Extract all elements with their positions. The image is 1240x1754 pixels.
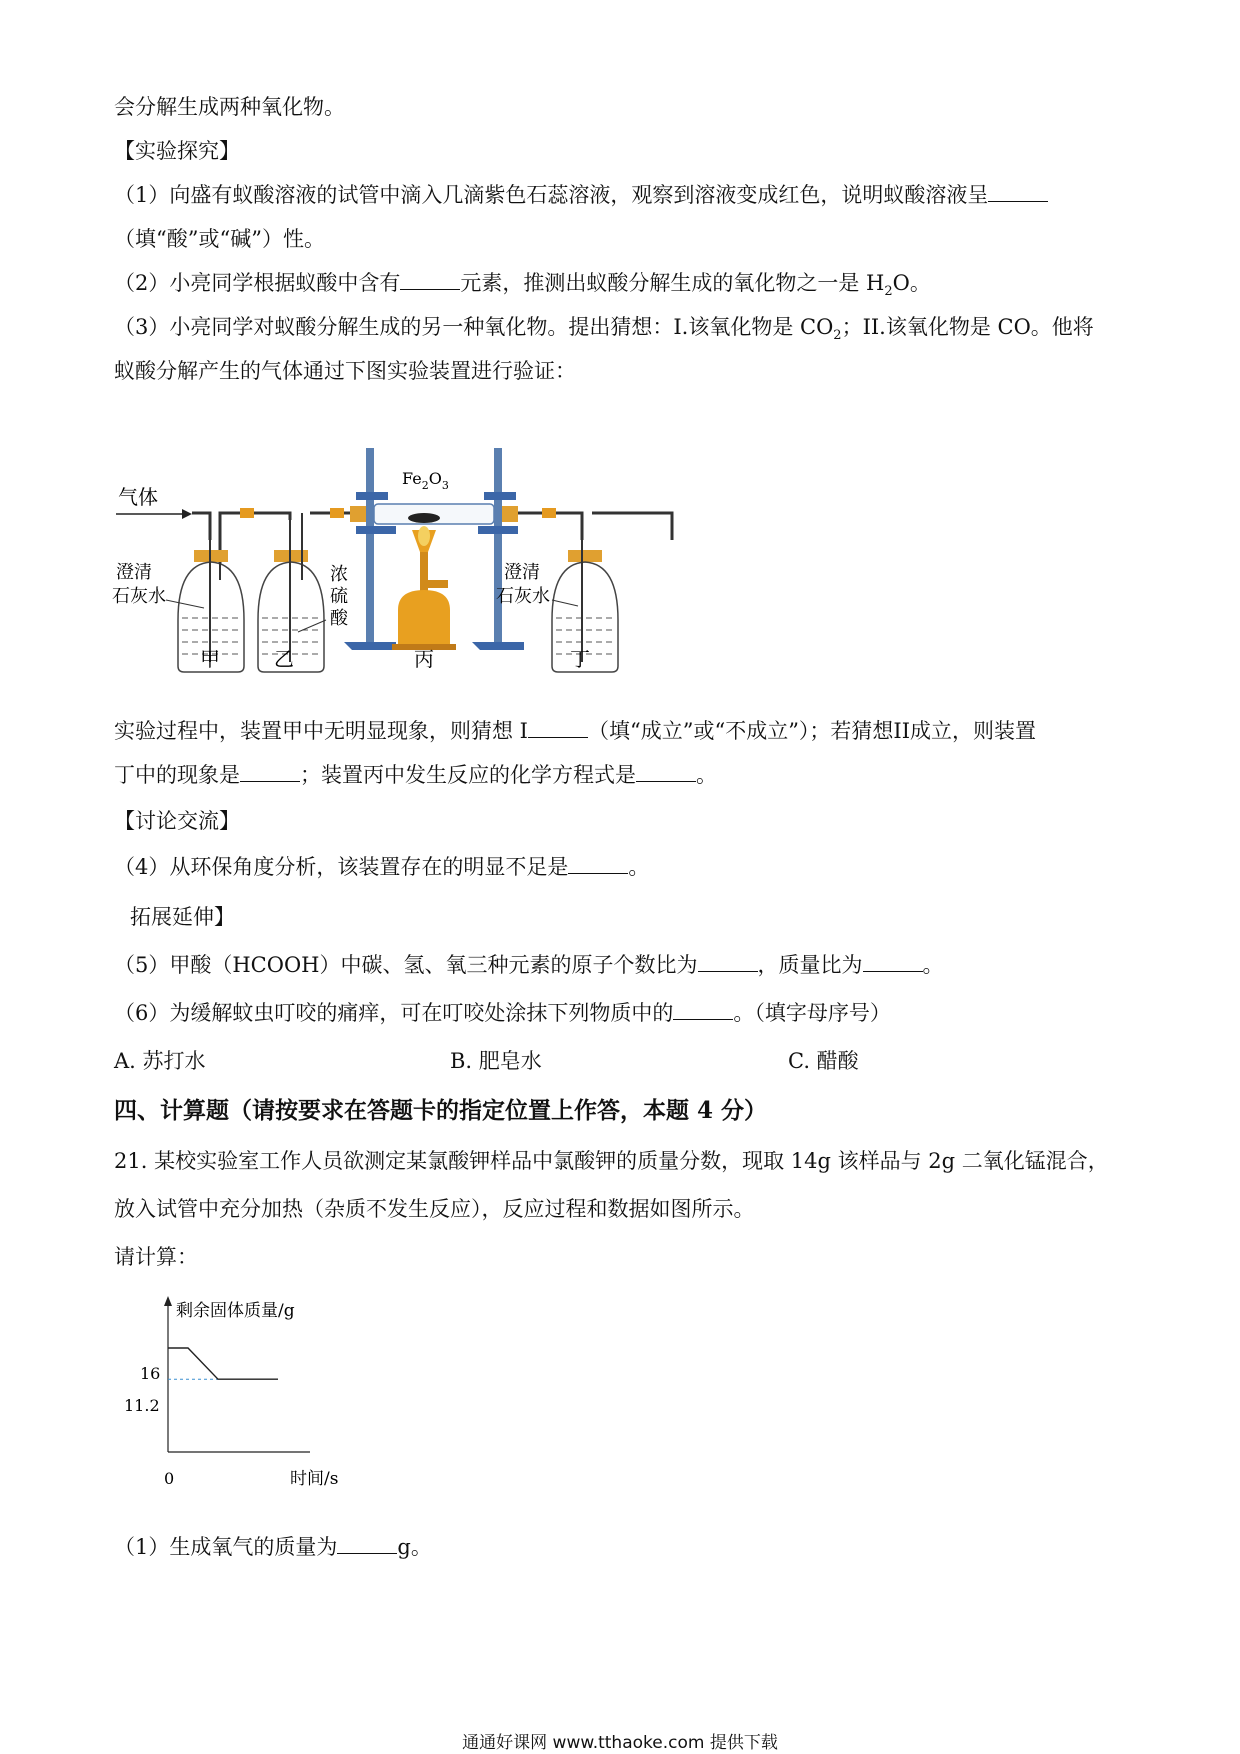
q2-text-a: （2）小亮同学根据蚁酸中含有 [114, 271, 401, 295]
question-6 [114, 998, 891, 1028]
heading-discussion: 【讨论交流】 [114, 809, 240, 833]
text-c: 。 [922, 953, 944, 977]
alcohol-lamp [392, 526, 456, 650]
sulfuric-acid-label: 酸 [330, 608, 348, 629]
text-b: ，质量比为 [757, 953, 863, 977]
heading-experiment: 【实验探究】 [114, 139, 240, 163]
connector [542, 508, 556, 518]
answer-blank [698, 953, 758, 972]
label-yi: 乙 [274, 647, 294, 671]
question-21-cont: 放入试管中充分加热（杂质不发生反应），反应过程和数据如图所示。 [114, 1197, 755, 1221]
gas-label: 气体 [118, 485, 158, 509]
limewater-label: 澄清 [116, 562, 152, 583]
answer-blank [240, 763, 300, 782]
question-3: （3）小亮同学对蚁酸分解生成的另一种氧化物。提出猜想：I.该氧化物是 $CO_2$；II.该氧化物是 CO。他将 [114, 315, 1094, 344]
x-axis-label: 时间/s [290, 1469, 339, 1489]
question-5 [114, 950, 944, 980]
sulfuric-acid-label: 浓 [330, 564, 348, 585]
answer-blank [673, 1001, 733, 1020]
text-a: （1）生成氧气的质量为 [114, 1535, 338, 1559]
answer-blank [636, 763, 696, 782]
q3-text-a: （3）小亮同学对蚁酸分解生成的另一种氧化物。提出猜想：I.该氧化物是 CO [114, 315, 834, 339]
y-tick-label: 11.2 [124, 1396, 160, 1415]
text-b: 。（填字母序号） [733, 1001, 891, 1025]
iron-stand-left [344, 448, 396, 650]
calc-prompt: 请计算： [114, 1245, 198, 1269]
answer-blank [863, 953, 923, 972]
fe2o3-label: $Fe_2O_3$ [402, 469, 449, 492]
answer-blank [568, 855, 628, 874]
arrow-icon [182, 509, 192, 519]
q2-text-b: 元素，推测出蚁酸分解生成的氧化物之一是 H [460, 271, 885, 295]
experiment-process-cont [114, 760, 717, 790]
stopper [350, 506, 366, 522]
y-axis-arrow-icon [164, 1296, 172, 1306]
label-bing: 丙 [414, 647, 434, 671]
section-4-title: 四、计算题（请按要求在答题卡的指定位置上作答，本题 4 分） [114, 1097, 768, 1124]
text-b: g。 [397, 1535, 432, 1559]
question-21: 21. 某校实验室工作人员欲测定某氯酸钾样品中氯酸钾的质量分数，现取 14g 该样品与 2g 二氧化锰混合， [114, 1149, 1109, 1173]
option-c: C. 醋酸 [788, 1049, 859, 1073]
series-line [168, 1348, 278, 1379]
question-2: （2）小亮同学根据蚁酸中含有 元素，推测出蚁酸分解生成的氧化物之一是 $H_2O$。 [114, 271, 931, 300]
text-a: （4）从环保角度分析，该装置存在的明显不足是 [114, 855, 569, 879]
connector [330, 508, 344, 518]
mass-time-chart [120, 1296, 360, 1496]
text-b: 。 [628, 855, 650, 879]
origin-label: 0 [164, 1469, 175, 1488]
text-b: ；装置丙中发生反应的化学方程式是 [300, 763, 636, 787]
apparatus-diagram [112, 440, 712, 680]
text-c: 。 [696, 763, 717, 787]
iron-stand-right [472, 448, 524, 650]
answer-blank [400, 271, 460, 290]
q1-text: （1）向盛有蚁酸溶液的试管中滴入几滴紫色石蕊溶液，观察到溶液变成红色，说明蚁酸溶液呈 [114, 183, 989, 207]
sulfuric-acid-label: 硫 [330, 586, 348, 607]
text-a: （5）甲酸（HCOOH）中碳、氢、氧三种元素的原子个数比为 [114, 953, 698, 977]
y-axis-label: 剩余固体质量/g [176, 1301, 295, 1321]
experiment-process [114, 716, 1036, 746]
label-jia: 甲 [200, 647, 220, 671]
text-line-1: 会分解生成两种氧化物。 [114, 95, 345, 119]
connector [240, 508, 254, 518]
stopper [502, 506, 518, 522]
footer: 通通好课网 www.tthaoke.com 提供下载 [462, 1733, 778, 1753]
limewater-label: 澄清 [504, 562, 540, 583]
text-a: 丁中的现象是 [114, 763, 240, 787]
label-ding: 丁 [570, 647, 590, 671]
q2-text-c: O。 [892, 271, 931, 295]
text-a: （6）为缓解蚊虫叮咬的痛痒，可在叮咬处涂抹下列物质中的 [114, 1001, 674, 1025]
question-3-cont: 蚁酸分解产生的气体通过下图实验装置进行验证： [114, 359, 576, 383]
text-a: 实验过程中，装置甲中无明显现象，则猜想 I [114, 719, 528, 743]
heading-extension: 拓展延伸】 [130, 905, 235, 929]
q3-text-b: ；II.该氧化物是 CO。他将 [841, 315, 1094, 339]
option-b: B. 肥皂水 [450, 1049, 542, 1073]
y-tick-label: 16 [140, 1364, 161, 1383]
option-a: A. 苏打水 [114, 1049, 206, 1073]
answer-blank [337, 1535, 397, 1554]
limewater-label: 石灰水 [112, 586, 166, 607]
text-b: （填“成立”或“不成立”）；若猜想II成立，则装置 [587, 719, 1037, 743]
question-4 [114, 852, 649, 882]
question-1 [114, 180, 1048, 210]
iron-oxide-powder [408, 513, 440, 523]
question-1-cont: （填“酸”或“碱”）性。 [114, 227, 325, 251]
calc-question-1 [114, 1532, 432, 1562]
limewater-label: 石灰水 [496, 586, 550, 607]
answer-blank [988, 183, 1048, 202]
answer-blank [528, 719, 588, 738]
